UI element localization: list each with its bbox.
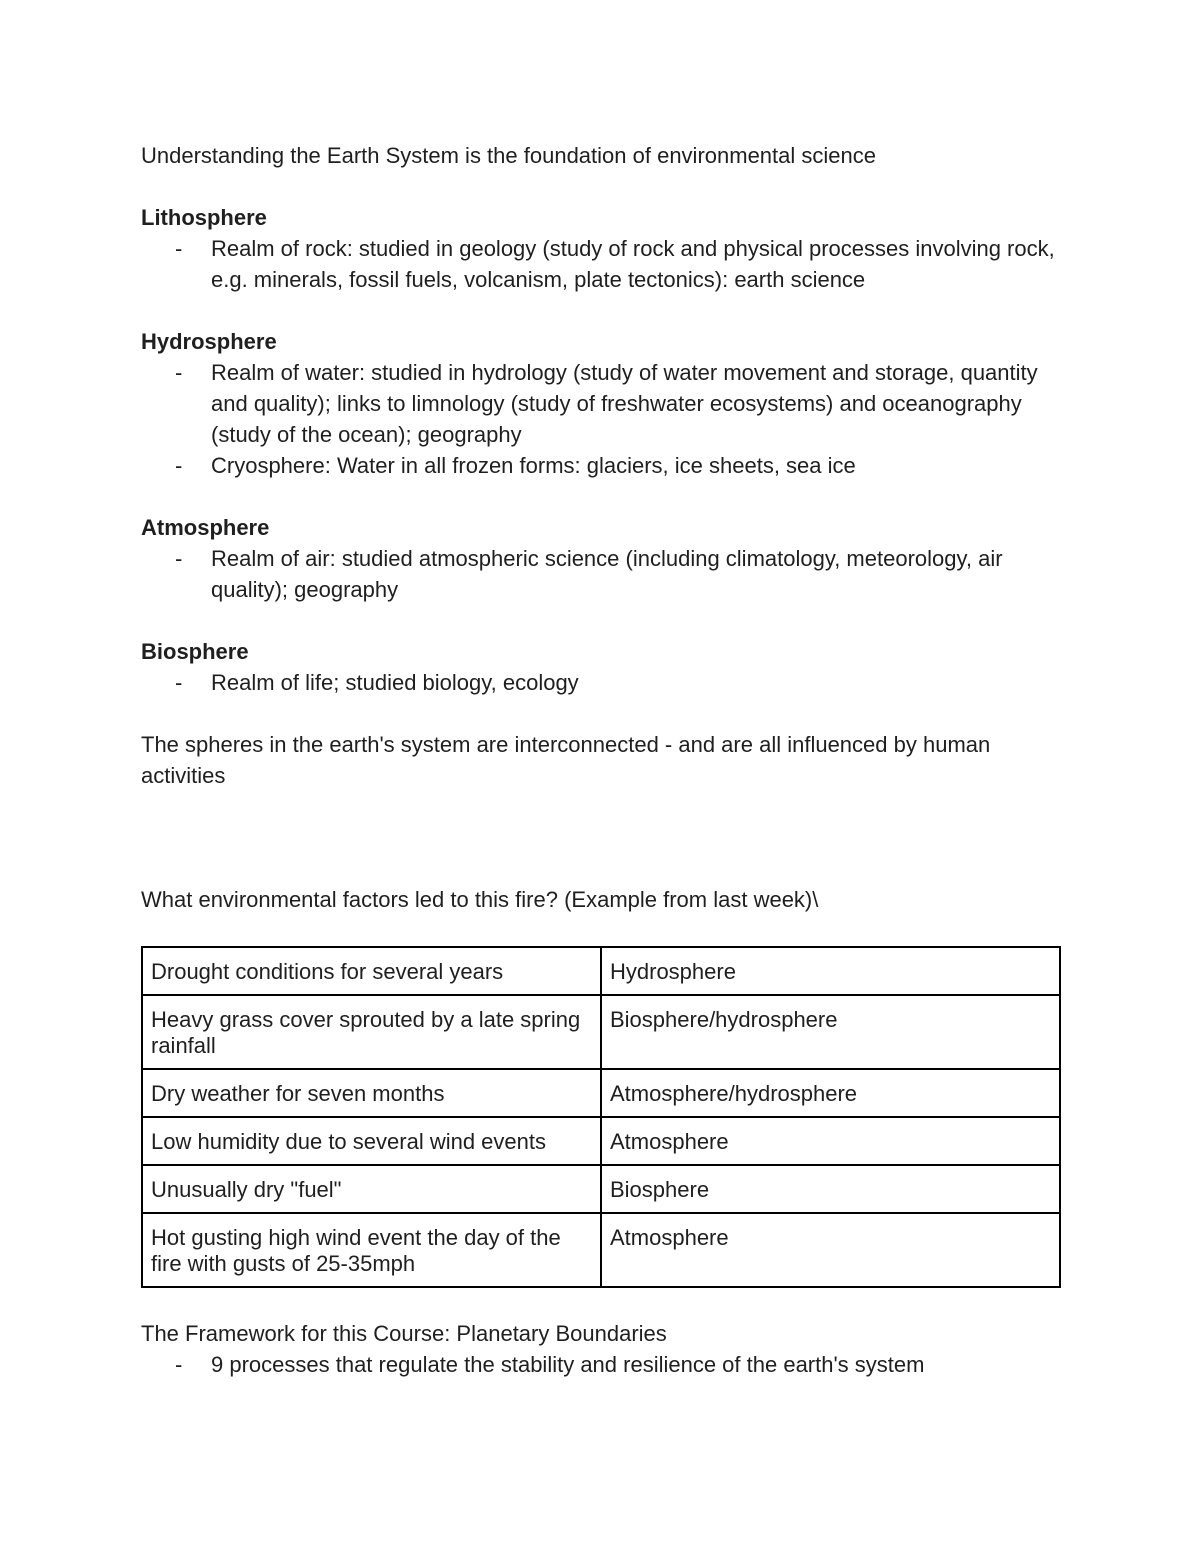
list-item: - Realm of life; studied biology, ecology xyxy=(141,667,1066,698)
framework-title: The Framework for this Course: Planetary Boundaries xyxy=(141,1321,667,1346)
table-row xyxy=(142,1069,1060,1117)
table-row xyxy=(142,947,1060,995)
table-row xyxy=(142,1165,1060,1213)
sphere-cell: Biosphere xyxy=(601,1165,1060,1213)
factor-cell: Unusually dry "fuel" xyxy=(142,1165,601,1213)
framework-list xyxy=(141,1349,1066,1380)
section-heading: Hydrosphere xyxy=(141,329,277,354)
section-list xyxy=(141,667,1066,698)
list-item: - 9 processes that regulate the stability and resilience of the earth's system xyxy=(141,1349,1066,1380)
section-hydrosphere xyxy=(141,326,1066,481)
sphere-cell: Biosphere/hydrosphere xyxy=(601,995,1060,1069)
section-heading: Biosphere xyxy=(141,639,249,664)
section-list xyxy=(141,543,1066,605)
section-list xyxy=(141,233,1066,295)
intro-text: Understanding the Earth System is the foundation of environmental science xyxy=(141,143,876,168)
factors-table xyxy=(141,946,1061,1288)
section-heading: Atmosphere xyxy=(141,515,270,540)
sphere-cell: Hydrosphere xyxy=(601,947,1060,995)
list-item: - Realm of water: studied in hydrology (study of water movement and storage, quantity and quality); links to limnology (study of freshwater ecosystems) and oceanography (study of the ocean); geography xyxy=(141,357,1066,450)
sphere-cell: Atmosphere/hydrosphere xyxy=(601,1069,1060,1117)
section-atmosphere xyxy=(141,512,1066,605)
sphere-cell: Atmosphere xyxy=(601,1117,1060,1165)
list-item: - Realm of air: studied atmospheric science (including climatology, meteorology, air quality); geography xyxy=(141,543,1066,605)
section-lithosphere xyxy=(141,202,1066,295)
table-row xyxy=(142,995,1060,1069)
list-item: - Realm of rock: studied in geology (study of rock and physical processes involving rock, e.g. minerals, fossil fuels, volcanism, plate tectonics): earth science xyxy=(141,233,1066,295)
question-text: What environmental factors led to this fire? (Example from last week)\ xyxy=(141,887,819,912)
factor-cell: Hot gusting high wind event the day of the fire with gusts of 25-35mph xyxy=(142,1213,601,1287)
section-list xyxy=(141,357,1066,481)
sphere-cell: Atmosphere xyxy=(601,1213,1060,1287)
list-item: - Cryosphere: Water in all frozen forms: glaciers, ice sheets, sea ice xyxy=(141,450,1066,481)
section-biosphere xyxy=(141,636,1066,698)
summary-text: The spheres in the earth's system are interconnected - and are all influenced by human activities xyxy=(141,732,991,788)
table-row xyxy=(142,1117,1060,1165)
section-heading: Lithosphere xyxy=(141,205,267,230)
factor-cell: Heavy grass cover sprouted by a late spring rainfall xyxy=(142,995,601,1069)
table-row xyxy=(142,1213,1060,1287)
factor-cell: Low humidity due to several wind events xyxy=(142,1117,601,1165)
factor-cell: Drought conditions for several years xyxy=(142,947,601,995)
document-page xyxy=(141,140,1066,1411)
factor-cell: Dry weather for seven months xyxy=(142,1069,601,1117)
